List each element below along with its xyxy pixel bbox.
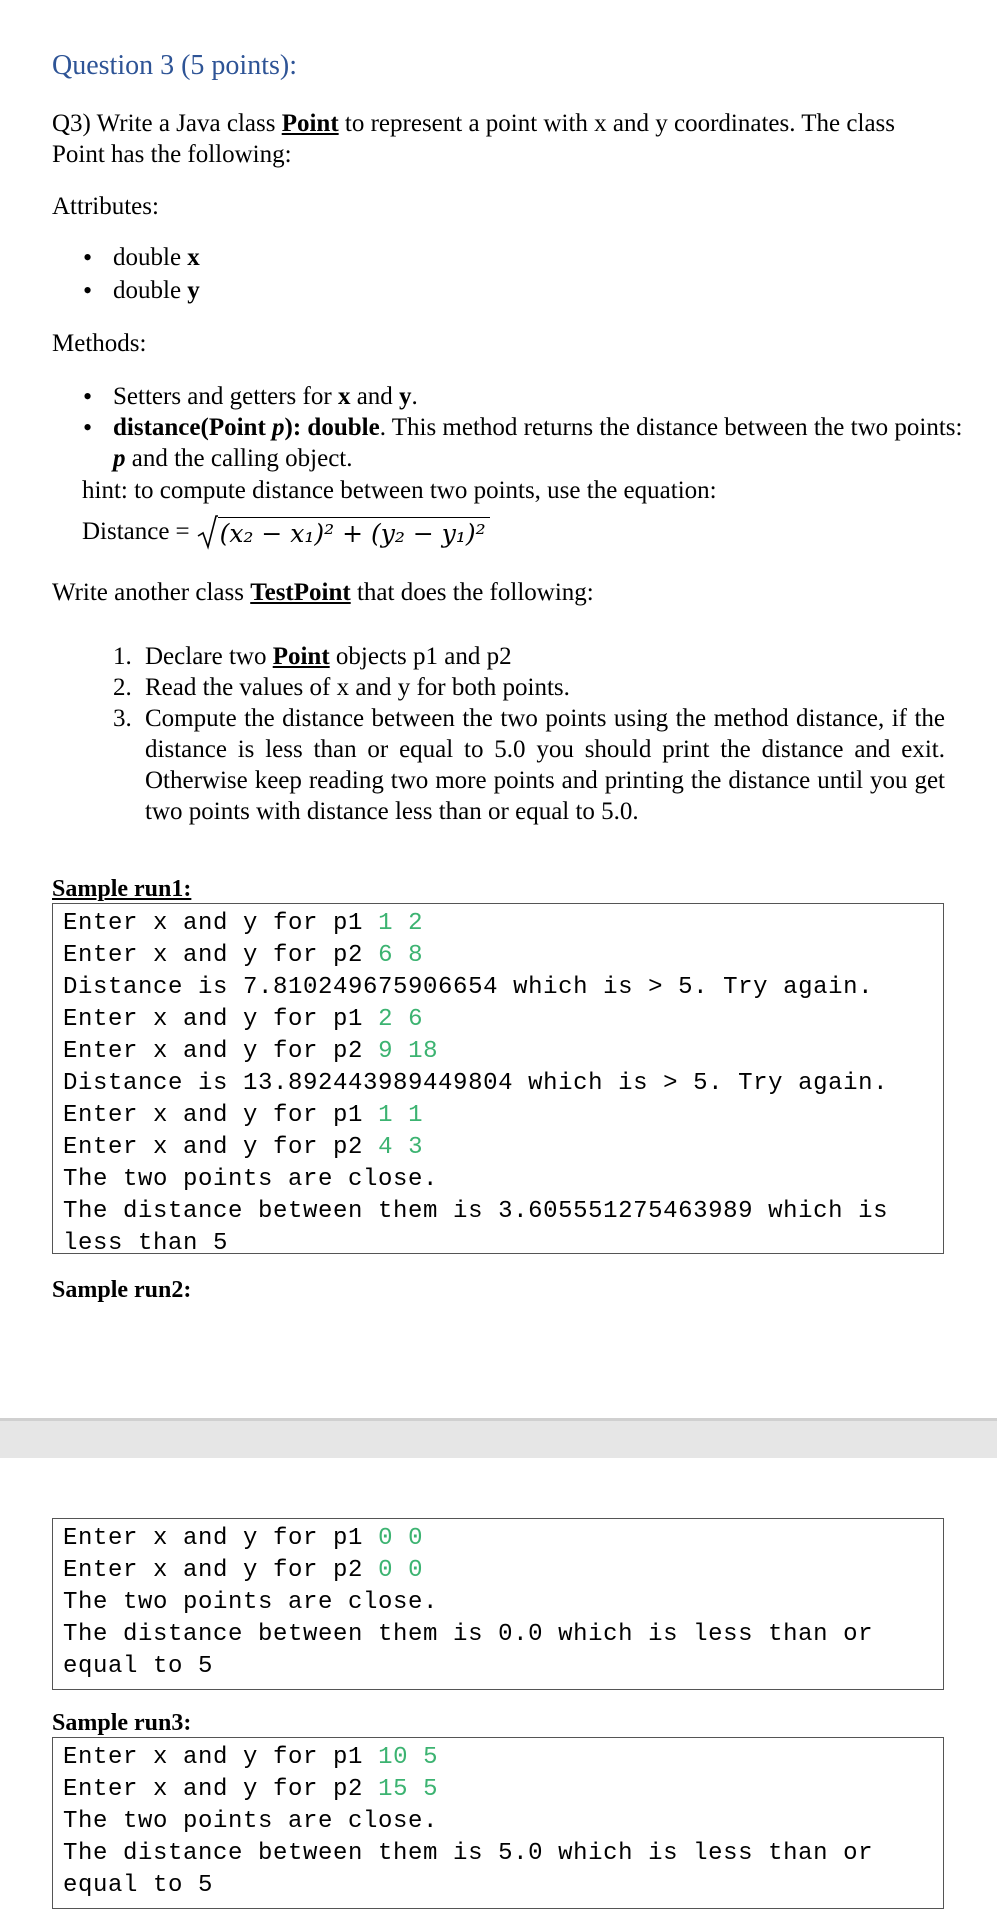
formula-expression: (x₂ − x₁)² + (y₂ − y₁)² — [218, 517, 490, 548]
class-name-point: Point — [281, 110, 339, 137]
attribute-item: • double y — [113, 275, 200, 308]
sample-run2-console — [52, 1518, 944, 1690]
question-intro: Q3) Write a Java class Point to represent a point with x and y coordinates. The class Point has the following: — [52, 110, 895, 168]
console-line: Enter x and y for p2 15 5 — [63, 1776, 439, 1803]
console-line: The two points are close. — [63, 1166, 439, 1193]
console-line: less than 5 — [63, 1230, 229, 1257]
page-gap-edge — [0, 1418, 997, 1421]
console-line: Enter x and y for p1 1 1 — [63, 1102, 424, 1129]
console-line: The distance between them is 5.0 which is less than or — [63, 1840, 874, 1867]
console-line: Enter x and y for p1 1 2 — [63, 910, 424, 937]
step-item: 3. Compute the distance between the two points using the method distance, if the distance is less than or equal to 5.0 you should print the distance and exit. Otherwise keep reading two more points and printing the distance until you get two points with distance less than or equal to 5.0. — [113, 705, 945, 825]
method-item-distance: • distance(Point p): double. This method returns the distance between the two points: p and the calling object. — [113, 412, 963, 474]
sample-run1-label: Sample run1: — [52, 876, 192, 902]
testpoint-steps — [113, 641, 945, 827]
sqrt-sign-icon — [196, 514, 218, 550]
attributes-heading: Attributes: — [52, 193, 159, 220]
step-item: 2. Read the values of x and y for both points. — [113, 674, 570, 701]
formula-equals: = — [175, 518, 190, 545]
distance-formula — [82, 514, 490, 550]
sample-run3-label: Sample run3: — [52, 1710, 192, 1736]
page-gap-band — [0, 1418, 997, 1458]
testpoint-intro: Write another class TestPoint that does the following: — [52, 579, 594, 606]
methods-list — [113, 381, 963, 474]
sample-run3-console — [52, 1737, 944, 1909]
step-item: 1. Declare two Point objects p1 and p2 — [113, 643, 512, 670]
formula-label: Distance — [82, 518, 170, 545]
console-line: Enter x and y for p1 10 5 — [63, 1744, 439, 1771]
console-line: The two points are close. — [63, 1589, 439, 1616]
console-line: Enter x and y for p1 0 0 — [63, 1525, 424, 1552]
console-line: Enter x and y for p1 2 6 — [63, 1006, 424, 1033]
attributes-list — [113, 242, 200, 308]
console-line: Enter x and y for p2 0 0 — [63, 1557, 424, 1584]
console-line: equal to 5 — [63, 1872, 214, 1899]
console-line: Enter x and y for p2 4 3 — [63, 1134, 424, 1161]
console-line: Enter x and y for p2 6 8 — [63, 942, 424, 969]
console-line: Distance is 13.892443989449804 which is > 5. Try again. — [63, 1070, 889, 1097]
hint-text: hint: to compute distance between two points, use the equation: — [82, 477, 717, 504]
console-line: The distance between them is 3.605551275463989 which is — [63, 1198, 889, 1225]
console-line: The distance between them is 0.0 which is less than or — [63, 1621, 874, 1648]
methods-heading: Methods: — [52, 330, 147, 357]
class-name-testpoint: TestPoint — [250, 579, 351, 606]
console-line: The two points are close. — [63, 1808, 439, 1835]
attribute-item: • double x — [113, 242, 200, 275]
sample-run1-console — [52, 903, 944, 1257]
console-line: Distance is 7.810249675906654 which is > 5. Try again. — [63, 974, 874, 1001]
question-title: Question 3 (5 points): — [52, 50, 297, 81]
console-line: Enter x and y for p2 9 18 — [63, 1038, 439, 1065]
method-item-getters: • Setters and getters for x and y. — [113, 381, 963, 412]
sample-run2-label: Sample run2: — [52, 1277, 192, 1303]
console-line: equal to 5 — [63, 1653, 214, 1680]
